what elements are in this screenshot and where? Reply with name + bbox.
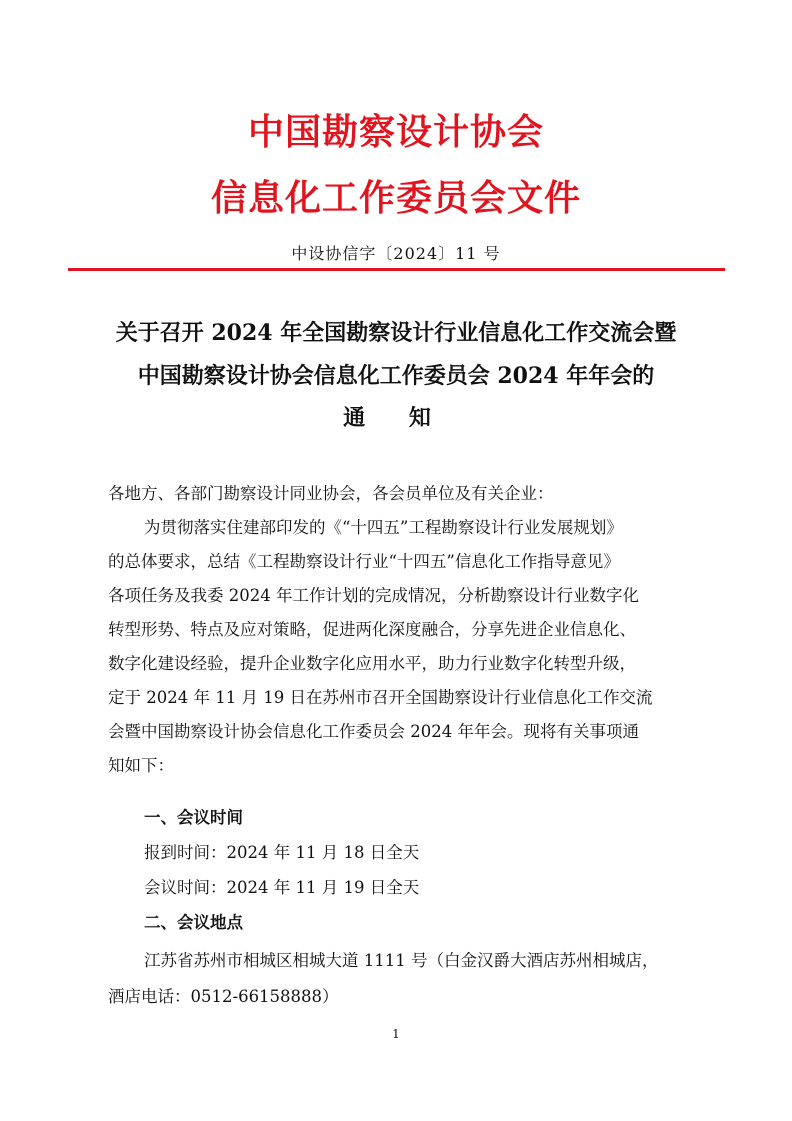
- notice-title-line2: 中国勘察设计协会信息化工作委员会 2024 年年会的: [137, 363, 655, 389]
- section-heading-meeting-venue: 二、会议地点: [144, 913, 243, 932]
- paragraph-line: 各项任务及我委 2024 年工作计划的完成情况，分析勘察设计行业数字化: [108, 586, 639, 605]
- paragraph-line: 为贯彻落实住建部印发的《“十四五”工程勘察设计行业发展规划》: [144, 518, 623, 537]
- venue-address-line2: 酒店电话：0512-66158888）: [108, 987, 339, 1006]
- document-number: 中设协信字〔2024〕11 号: [291, 244, 501, 263]
- venue-address-line1: 江苏省苏州市相城区相城大道 1111 号（白金汉爵大酒店苏州相城店，: [144, 951, 659, 970]
- notice-title-line3: 通 知: [343, 405, 449, 431]
- paragraph-line: 知如下：: [108, 756, 174, 775]
- paragraph-line: 的总体要求，总结《工程勘察设计行业“十四五”信息化工作指导意见》: [108, 552, 620, 571]
- checkin-time: 报到时间：2024 年 11 月 18 日全天: [144, 843, 420, 862]
- meeting-time: 会议时间：2024 年 11 月 19 日全天: [144, 878, 420, 897]
- paragraph-line: 会暨中国勘察设计协会信息化工作委员会 2024 年年会。现将有关事项通: [108, 722, 639, 741]
- page-number: 1: [392, 1027, 400, 1041]
- org-name-line1: 中国勘察设计协会: [247, 111, 544, 153]
- red-divider-rule: [68, 268, 725, 271]
- salutation: 各地方、各部门勘察设计同业协会，各会员单位及有关企业：: [108, 484, 554, 503]
- org-name-line2: 信息化工作委员会文件: [210, 177, 581, 219]
- paragraph-line: 转型形势、特点及应对策略，促进两化深度融合，分享先进企业信息化、: [108, 620, 636, 639]
- paragraph-line: 数字化建设经验，提升企业数字化应用水平，助力行业数字化转型升级，: [108, 654, 636, 673]
- paragraph-line: 定于 2024 年 11 月 19 日在苏州市召开全国勘察设计行业信息化工作交流: [108, 688, 653, 707]
- section-heading-meeting-time: 一、会议时间: [144, 808, 243, 827]
- notice-title-line1: 关于召开 2024 年全国勘察设计行业信息化工作交流会暨: [115, 320, 677, 346]
